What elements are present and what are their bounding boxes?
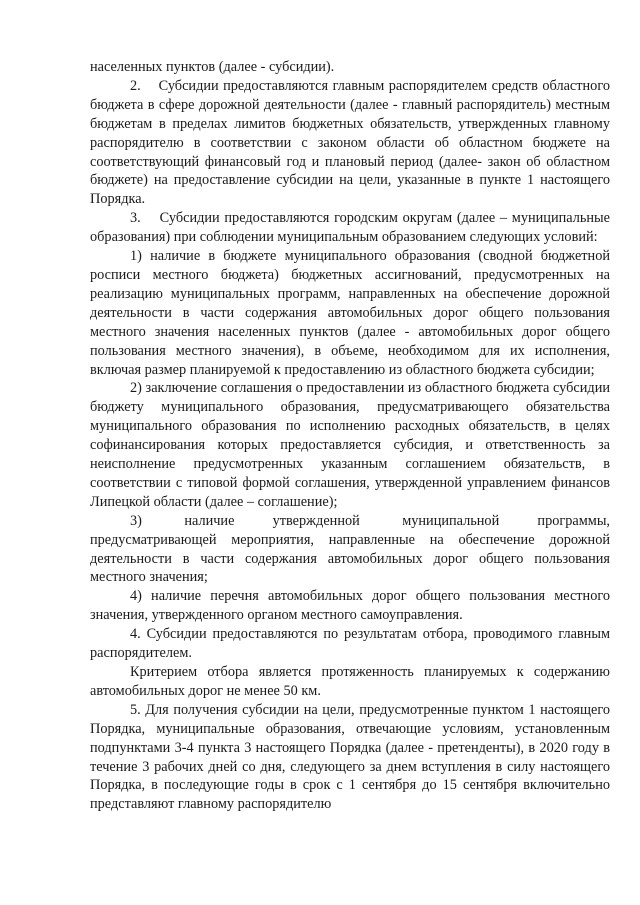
paragraph-item-4: 4. Субсидии предоставляются по результатам отбора, проводимого главным распорядителем. xyxy=(90,626,610,662)
document-page xyxy=(90,58,610,814)
paragraph-continuation: населенных пунктов (далее - субсидии). xyxy=(90,59,335,75)
paragraph-item-5: 5. Для получения субсидии на цели, предусмотренные пунктом 1 настоящего Порядка, муниципальные образования, отвечающие условиям, установленным подпунктами 3-4 пункта 3 настоящего Порядка (далее - претенденты), в 2020 году в течение 3 рабочих дней со дня, следующего за днем вступления в силу настоящего Порядка, в последующие годы в срок с 1 сентября до 15 сентября включительно представляют главному распорядителю xyxy=(90,701,610,813)
paragraph-subitem-2: 2) заключение соглашения о предоставлении из областного бюджета субсидии бюджету муниципального образования, предусматривающего обязательства муниципального образования по исполнению расходных обязательств, в целях софинансирования которых предоставляется субсидия, и ответственность за неисполнение предусмотренных указанным соглашением обязательств, в соответствии с типовой формой соглашения, утвержденной управлением финансов Липецкой области (далее – соглашение); xyxy=(90,380,610,510)
paragraph-selection-criterion: Критерием отбора является протяженность планируемых к содержанию автомобильных дорог не менее 50 км. xyxy=(90,664,610,699)
paragraph-subitem-1: 1) наличие в бюджете муниципального образования (сводной бюджетной росписи местного бюджета) бюджетных ассигнований, предусмотренных на реализацию муниципальных программ, направленных на обеспечение дорожной деятельности в части содержания автомобильных дорог общего пользования местного значения населенных пунктов (далее - автомобильных дорог общего пользования местного значения), в объеме, необходимом для их исполнения, включая размер планируемой к предоставлению из областного бюджета субсидии; xyxy=(90,248,610,378)
paragraph-item-3: 3. Субсидии предоставляются городским округам (далее – муниципальные образования) при соблюдении муниципальным образованием следующих условий: xyxy=(90,210,610,246)
paragraph-subitem-3: 3) наличие утвержденной муниципальной программы, предусматривающей мероприятия, направленные на обеспечение дорожной деятельности в части содержания автомобильных дорог общего пользования местного значения; xyxy=(90,512,610,586)
paragraph-subitem-4: 4) наличие перечня автомобильных дорог общего пользования местного значения, утвержденного органом местного самоуправления. xyxy=(90,588,610,624)
paragraph-item-2: 2. Субсидии предоставляются главным распорядителем средств областного бюджета в сфере дорожной деятельности (далее - главный распорядитель) местным бюджетам в пределах лимитов бюджетных обязательств, утвержденных главному распорядителю в соответствии с законом области об областном бюджете на соответствующий финансовый год и плановый период (далее- закон об областном бюджете) на предоставление субсидии на цели, указанные в пункте 1 настоящего Порядка. xyxy=(90,77,610,208)
